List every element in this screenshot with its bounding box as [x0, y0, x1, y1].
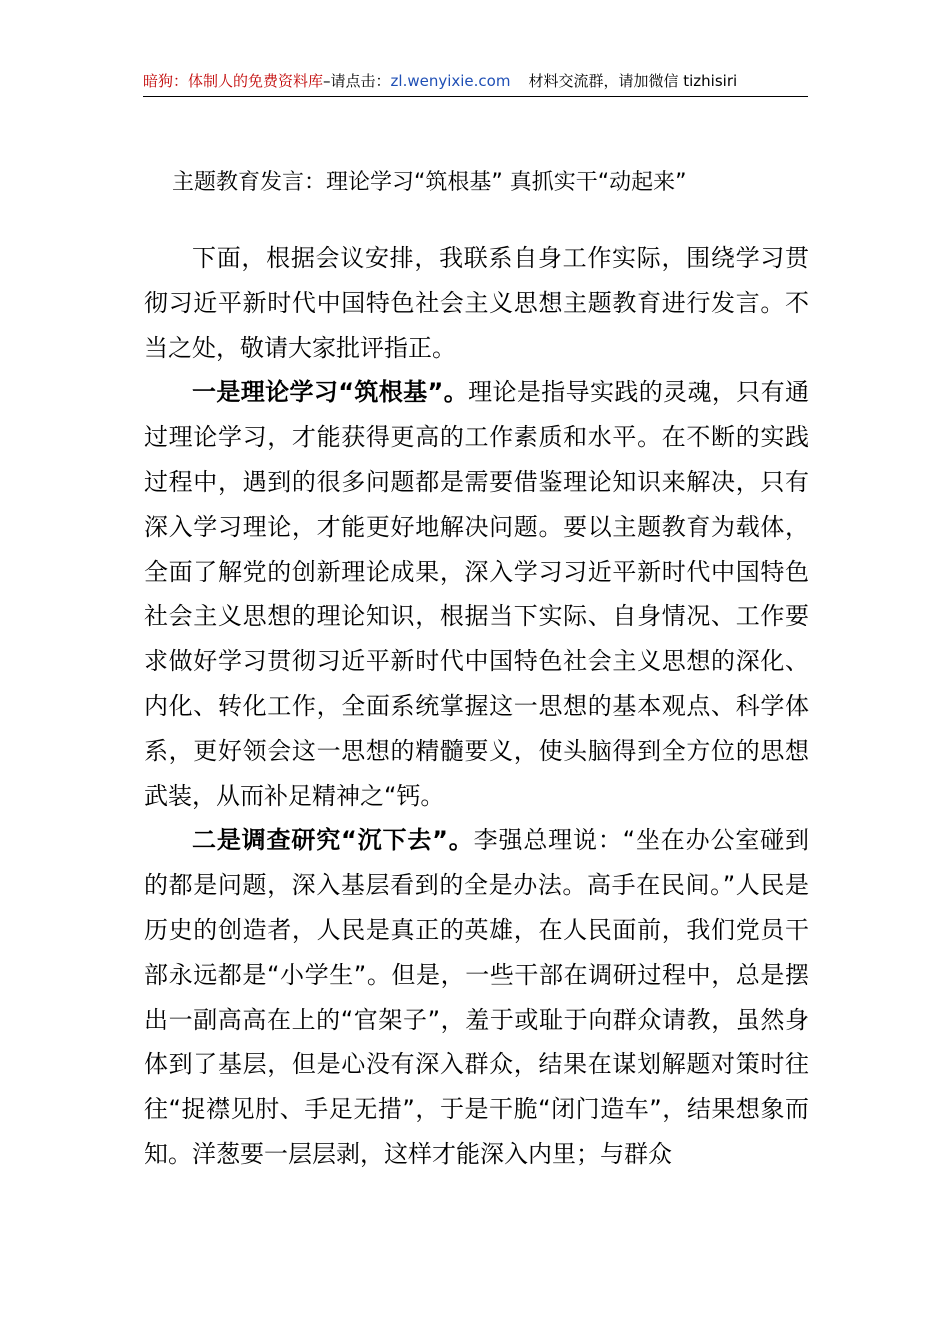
header-url-link[interactable]: zl.wenyixie.com: [390, 72, 511, 90]
header-brand: 暗狗：体制人的免费资料库: [143, 72, 324, 90]
paragraph-text: 李强总理说：“坐在办公室碰到的都是问题，深入基层看到的全是办法。高手在民间。”人民是历史的创造者，人民是真正的英雄，在人民面前，我们党员干部永远都是“小学生”。但是，一些干部在调研过程中，总是摆出一副高高在上的“官架子”，羞于或耻于向群众请教，虽然身体到了基层，但是心没有深入群众，结果在谋划解题对策时往往“捉襟见肘、手足无措”，于是干脆“闭门造车”，结果想象而知。洋葱要一层层剥，这样才能深入内里；与群众: [144, 826, 810, 1168]
document-body: [144, 236, 809, 1177]
paragraph-intro: [144, 236, 809, 370]
paragraph-lead: 一是理论学习“筑根基”。: [192, 378, 469, 407]
header-prompt: –请点击：: [323, 72, 391, 90]
document-title: 主题教育发言：理论学习“筑根基” 真抓实干“动起来”: [172, 170, 687, 195]
paragraph-theory-study: [144, 370, 809, 818]
header-contact: 材料交流群，请加微信 tizhisiri: [528, 72, 738, 90]
paragraph-text: 理论是指导实践的灵魂，只有通过理论学习，才能获得更高的工作素质和水平。在不断的实践过程中，遇到的很多问题都是需要借鉴理论知识来解决，只有深入学习理论，才能更好地解决问题。要以主题教育为载体，全面了解党的创新理论成果，深入学习习近平新时代中国特色社会主义思想的理论知识，根据当下实际、自身情况、工作要求做好学习贯彻习近平新时代中国特色社会主义思想的深化、内化、转化工作，全面系统掌握这一思想的基本观点、科学体系，更好领会这一思想的精髓要义，使头脑得到全方位的思想武装，从而补足精神之“钙。: [144, 378, 810, 810]
page-header: [143, 70, 808, 97]
paragraph-text: 下面，根据会议安排，我联系自身工作实际，围绕学习贯彻习近平新时代中国特色社会主义思想主题教育进行发言。不当之处，敬请大家批评指正。: [144, 244, 809, 362]
paragraph-lead: 二是调查研究“沉下去”。: [192, 826, 474, 855]
paragraph-research: [144, 818, 809, 1176]
